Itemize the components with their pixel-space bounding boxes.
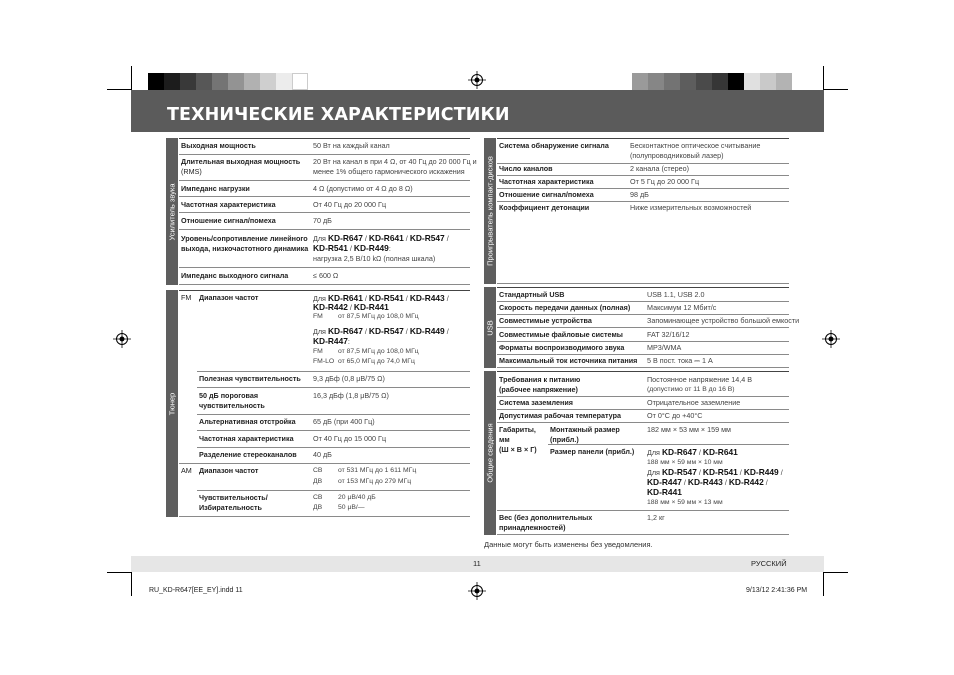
model-name: KD-R547 [368,326,404,336]
divider [497,314,789,315]
divider [497,371,789,372]
spec-value: KD-R442 / KD-R441 [313,302,389,312]
separator: / [444,234,449,243]
divider [197,490,470,491]
model-name: KD-R449 [743,467,779,477]
spec-value: Постоянное напряжение 14,4 В [647,375,753,384]
spec-label: (прибл.) [550,435,579,444]
model-prefix: Для [647,448,660,457]
spec-label: Частотная характеристика [499,177,594,186]
spec-label: Система заземления [499,398,573,407]
spec-label: Совместимые устройства [499,316,592,325]
divider [497,367,789,368]
spec-label: Разделение стереоканалов [199,450,297,459]
model-name: KD-R541 [702,467,738,477]
divider [497,354,789,355]
spec-value: менее 1% общего гармонического искажения [313,167,465,176]
spec-label: Форматы воспроизводимого звука [499,343,625,352]
spec-value: Для KD-R647 / KD-R641 [647,447,738,457]
model-name: KD-R641 [368,233,404,243]
separator: / [403,234,410,243]
model-prefix: Для [313,327,326,336]
model-prefix: Для [313,234,326,243]
divider [197,447,470,448]
divider [497,510,789,511]
spec-value: от 531 МГц до 1 611 МГц [338,467,417,474]
spec-label: Совместимые файловые системы [499,330,623,339]
divider [179,212,470,213]
spec-value: 2 канала (стерео) [630,164,690,173]
spec-value: от 65,0 МГц до 74,0 МГц [338,358,415,365]
spec-label: мм [499,435,510,444]
divider [179,138,470,139]
divider [497,175,789,176]
crop-mark [824,89,848,90]
spec-value: 16,3 дБф (1,8 μВ/75 Ω) [313,391,389,400]
band-name: СВ [313,494,323,501]
section-title: Усилитель звука [167,182,177,241]
divider [179,229,470,230]
spec-label: Отношение сигнал/помеха [181,216,276,225]
divider [497,201,789,202]
crop-mark [823,66,824,90]
spec-value: (полупроводниковый лазер) [630,151,724,160]
spec-value: 188 мм × 59 мм × 10 мм [647,459,723,466]
model-name: KD-R647 [327,233,363,243]
spec-label: Выходная мощность [181,141,256,150]
band-name: СВ [313,467,323,474]
spec-value: От 0°C до +40°C [647,411,703,420]
spec-value: От 5 Гц до 20 000 Гц [630,177,700,186]
model-name: KD-R547 [409,233,445,243]
spec-label: Скорость передачи данных (полная) [499,303,631,312]
spec-value: От 40 Гц до 20 000 Гц [313,200,387,209]
spec-value [313,243,391,255]
spec-label: выхода, низкочастотного динамика [181,244,309,253]
spec-value: 20 Вт на канал в при 4 Ω, от 40 Гц до 20 000 Гц и [313,157,477,166]
spec-value: FAT 32/16/12 [647,330,690,339]
spec-label: Диапазон частот [199,466,259,475]
spec-value: 5 В пост. тока ⎓ 1 А [647,356,713,365]
divider [497,422,789,423]
band-name: ДВ [313,504,323,511]
model-name: KD-R641 [702,447,738,457]
model-name: KD-R441 [353,302,389,312]
spec-label: Коэффициент детонации [499,203,590,212]
separator: : [388,244,391,253]
spec-value: 65 дБ (при 400 Гц) [313,417,375,426]
spec-value: 70 дБ [313,216,332,225]
spec-value: KD-R447 / KD-R443 / KD-R442 / [647,477,768,487]
divider [179,284,470,285]
band-name: FM [313,313,323,320]
spec-value: Отрицательное заземление [647,398,741,407]
model-name: KD-R447 [313,336,348,346]
divider [197,371,470,372]
divider [497,534,789,535]
model-name: KD-R442 [313,302,348,312]
page-header [131,90,824,132]
spec-value: от 153 МГц до 279 МГц [338,478,412,485]
spec-label: Габариты, [499,425,536,434]
crop-mark [824,572,848,573]
section-title: Проигрыватель компакт-дисков [485,156,495,266]
model-name: KD-R443 [687,477,723,487]
section-label-tuner [166,290,178,517]
divider [548,444,789,445]
section-title: Общие сведения [485,423,495,483]
spec-value: 9,3 дБф (0,8 μВ/75 Ω) [313,374,385,383]
model-prefix: Для [313,294,326,303]
spec-label: (RMS) [181,167,202,176]
spec-value: KD-R447: [313,336,350,346]
divider [197,387,470,388]
divider [179,290,470,291]
spec-value: 20 μВ/40 дБ [338,494,376,501]
divider [179,154,470,155]
model-name: KD-R647 [661,447,697,457]
divider [497,327,789,328]
footer-bar [131,556,824,572]
crop-mark [131,66,132,90]
spec-value: 182 мм × 53 мм × 159 мм [647,425,732,434]
model-name: KD-R647 [327,326,363,336]
crop-mark [107,572,131,573]
divider [179,516,470,517]
model-name: KD-R442 [728,477,764,487]
band-label: FM [181,293,192,302]
spec-value: Для KD-R641 / KD-R541 / KD-R443 / [313,293,449,303]
spec-value: USB 1.1, USB 2.0 [647,290,705,299]
registration-mark-icon [468,71,486,89]
spec-label: Импеданс нагрузки [181,184,250,193]
spec-value: 50 μВ/— [338,504,365,511]
divider [179,463,470,464]
model-name: KD-R449 [409,326,445,336]
divider [497,138,789,139]
spec-label: (рабочее напряжение) [499,385,578,394]
divider [497,287,789,288]
divider [179,196,470,197]
spec-value: 98 дБ [630,190,649,199]
spec-value: 40 дБ [313,450,332,459]
spec-value: MP3/WMA [647,343,682,352]
spec-label: Отношение сигнал/помеха [499,190,594,199]
spec-value: 1,2 кг [647,513,665,522]
language-label: РУССКИЙ [751,559,787,568]
spec-label: Альтернативная отстройка [199,417,296,426]
spec-label: принадлежностей) [499,523,566,532]
spec-label: Чувствительность/ [199,493,268,502]
separator: / [347,244,354,253]
page-title: ТЕХНИЧЕСКИЕ ХАРАКТЕРИСТИКИ [167,105,510,125]
divider [497,188,789,189]
model-name: KD-R443 [409,293,445,303]
spec-value: 188 мм × 59 мм × 13 мм [647,499,723,506]
page-number: 11 [473,559,481,568]
spec-value: от 87,5 МГц до 108,0 МГц [338,313,419,320]
section-label-usb [484,287,496,368]
spec-label: Система обнаружение сигнала [499,141,609,150]
divider [497,409,789,410]
model-name: KD-R641 [327,293,363,303]
spec-label: Полезная чувствительность [199,374,301,383]
spec-value: нагрузка 2,5 В/10 kΩ (полная шкала) [313,254,436,263]
section-title: Тюнер [167,392,177,415]
spec-value: 50 Вт на каждый канал [313,141,390,150]
print-date: 9/13/12 2:41:36 PM [746,587,808,594]
spec-label: Уровень/сопротивление линейного [181,234,308,243]
divider [179,267,470,268]
spec-value: От 40 Гц до 15 000 Гц [313,434,387,443]
spec-label: Допустимая рабочая температура [499,411,621,420]
section-title: USB [485,319,495,336]
model-name: KD-R449 [353,243,389,253]
spec-value: от 87,5 МГц до 108,0 МГц [338,348,419,355]
band-label: AM [181,466,192,475]
band-name: ДВ [313,478,323,485]
spec-label: Избирательность [199,503,262,512]
section-label-cd [484,138,496,284]
spec-value: ≤ 600 Ω [313,271,339,280]
divider [197,414,470,415]
registration-mark-icon [822,330,840,348]
registration-mark-icon [113,330,131,348]
band-name: FM-LO [313,358,335,365]
model-name: KD-R541 [313,243,348,253]
model-name: KD-R547 [661,467,697,477]
spec-label: Число каналов [499,164,553,173]
divider [497,341,789,342]
spec-label: Требования к питанию [499,375,581,384]
spec-label: Частотная характеристика [181,200,276,209]
spec-value: (допустимо от 11 В до 16 В) [647,386,735,393]
spec-label: Длительная выходная мощность [181,157,301,166]
spec-value: Бесконтактное оптическое считывание [630,141,761,150]
spec-value: Максимум 12 Мбит/с [647,303,717,312]
divider [197,430,470,431]
spec-label: Диапазон частот [199,293,259,302]
registration-mark-icon [468,582,486,600]
divider [179,180,470,181]
color-bar-left [148,73,308,90]
color-bar-right [632,73,792,90]
spec-label: Частотная характеристика [199,434,294,443]
spec-label: Импеданс выходного сигнала [181,271,289,280]
file-name: RU_KD-R647[EE_EY].indd 11 [149,587,243,594]
divider [497,301,789,302]
spec-value [647,487,682,499]
spec-label: 50 дБ пороговая [199,391,259,400]
divider [497,283,789,284]
separator: / [362,234,369,243]
spec-label: Монтажный размер [550,425,620,434]
spec-label: Максимальный ток источника питания [499,356,638,365]
disclaimer-note: Данные могут быть изменены без уведомления. [484,540,653,549]
spec-value: 4 Ω (допустимо от 4 Ω до 8 Ω) [313,184,413,193]
model-name: KD-R441 [647,487,682,497]
spec-value: Запоминающее устройство большой емкости [647,316,800,325]
divider [497,396,789,397]
spec-label: Вес (без дополнительных [499,513,593,522]
spec-label: Стандартный USB [499,290,565,299]
spec-label: (Ш × В × Г) [499,445,537,454]
spec-value: Для KD-R547 / KD-R541 / KD-R449 / [647,467,783,477]
spec-label: чувствительность [199,401,265,410]
crop-mark [823,572,824,596]
spec-label: Размер панели (прибл.) [550,447,635,456]
crop-mark [131,572,132,596]
model-name: KD-R447 [647,477,682,487]
section-label-general [484,371,496,535]
spec-value: Ниже измерительных возможностей [630,203,752,212]
spec-value: Для KD-R647 / KD-R547 / KD-R449 / [313,326,449,336]
model-prefix: Для [647,468,660,477]
band-name: FM [313,348,323,355]
crop-mark [107,89,131,90]
section-label-amp [166,138,178,285]
model-name: KD-R541 [368,293,404,303]
